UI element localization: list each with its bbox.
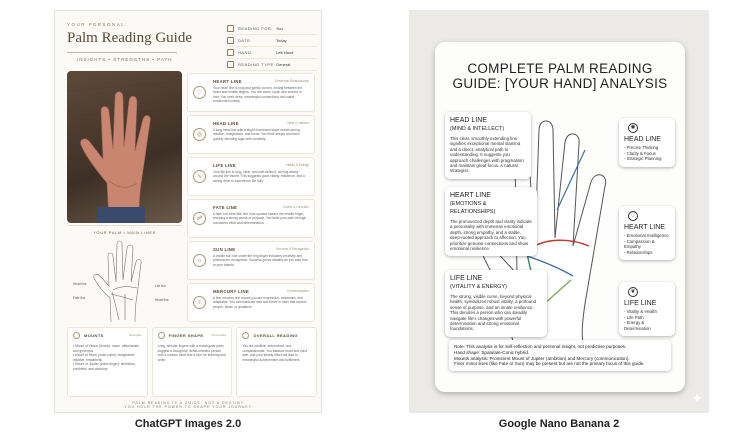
mountain-icon (73, 332, 80, 339)
info-value: Today (276, 38, 287, 43)
footer-note (55, 401, 322, 409)
card-fate-line (187, 199, 315, 238)
summary-title: OVERALL READING (253, 333, 298, 338)
leaf-icon: ❦ (628, 287, 638, 297)
card-body: Your life line is long, clear, and well-defined, curving widely around the thumb. This suggests good vitality, resilience, and a strong drive to experience life fully. (213, 170, 305, 183)
callout-title: HEAD LINE (450, 117, 487, 124)
info-label: READING FOR: (238, 26, 273, 31)
info-value: You (276, 26, 283, 31)
summary-body: Long, slender fingers with a rectangular palm suggest a thoughtful, detail-oriented person with a curious mind and a love for learning and order. (157, 344, 226, 362)
info-value: Left Hand (276, 50, 294, 55)
info-label: DATE: (238, 38, 252, 43)
sparkle-icon: ✦ (691, 390, 703, 406)
card-body: Your heart line is long and gently curved, ending between the index and middle fingers. You are warm, loyal, and sincere in love. You seek deep, meaningful connections and value emotional honesty. (213, 86, 303, 104)
analysis-sheet (435, 42, 685, 392)
summary-list: - Precise Thinking - Clarity & Focus - Strategic Planning (624, 145, 662, 162)
compass-icon: ☍ (193, 212, 206, 225)
reading-info-table (227, 23, 317, 71)
card-title: FATE LINE (213, 205, 238, 210)
callout-title: HEART LINE (450, 192, 491, 199)
disclaimer-line: Hand shape: Spatulate-Conic hybrid. (454, 349, 530, 355)
summary-tag: Personality (211, 333, 227, 337)
pulse-icon: ∿ (193, 170, 206, 183)
card-head-line (187, 115, 315, 154)
card-title: HEART LINE (213, 79, 242, 84)
sun-icon: ☼ (193, 254, 206, 267)
summary-title: MOUNTS (84, 333, 104, 338)
calendar-icon (227, 37, 234, 44)
heart-line-summary (619, 206, 675, 260)
card-heart-line (187, 73, 315, 112)
card-title: SUN LINE (213, 247, 236, 252)
map-label-fate: Fate line (73, 296, 86, 300)
info-value: General (276, 62, 291, 67)
disclaimer-line: Mounts analysis: Prominent Mount of Jupiter (ambition) and Mercury (communication). (454, 355, 630, 361)
card-tag: Success & Recognition (276, 247, 309, 251)
card-tag: Mind & Intellect (287, 121, 309, 125)
callout-subtitle: (MIND & INTELLECT) (450, 126, 505, 132)
title-divider (67, 52, 177, 53)
line-cards (187, 73, 315, 325)
card-life-line (187, 157, 315, 196)
summary-tag: Strengths (128, 333, 142, 337)
card-title: MERCURY LINE (213, 289, 250, 294)
map-label-life: Life line (155, 284, 166, 288)
caption-right: Google Nano Banana 2 (498, 418, 620, 430)
finger-icon (158, 332, 165, 339)
card-tag: Career & Direction (282, 205, 309, 209)
summary-title: FINGER SHAPE (168, 333, 204, 338)
brain-icon: ◎ (193, 128, 206, 141)
card-title: LIFE LINE (213, 163, 236, 168)
person-icon (227, 25, 234, 32)
callout-title: LIFE LINE (450, 275, 483, 282)
callout-subtitle: (EMOTIONS & RELATIONSHIPS) (450, 201, 496, 215)
card-body: A visible sun line under the ring finger indicates creativity and potential for recognition. Success grows steadily as you stay true to your talents. (213, 254, 308, 267)
guide-kicker: YOUR PERSONAL (67, 22, 126, 27)
heart-icon: ♡ (193, 86, 206, 99)
guide-title: Palm Reading Guide (67, 30, 192, 46)
overall-reading-card (236, 327, 317, 397)
caption-left: ChatGPT Images 2.0 (134, 418, 242, 430)
card-title: HEAD LINE (213, 121, 239, 126)
card-body: A faint but clear fate line runs upward toward the middle finger, showing a strong sense of purpose. You build your path through consistent effort and determination. (213, 212, 307, 225)
list-icon (227, 61, 234, 68)
card-tag: Communication (286, 289, 309, 293)
guide-subtitle: INSIGHTS • STRENGTHS • PATH (77, 57, 173, 62)
card-body: A long head line with a slight downward slope shows strong intuition, imagination, and focus. You think deeply and learn quickly, blending logic with creativity. (213, 128, 300, 141)
callout-body: The pronounced depth and clarity indicate a personality with immense emotional depth, strong empathy, and a stable, deep-rooted approach to affection. You prioritize genuine connections and show emotional resilience. (450, 219, 532, 252)
heart-icon: ♡ (628, 211, 638, 221)
card-mercury-line (187, 283, 315, 322)
palm-lines-diagram (67, 225, 182, 323)
diagram-title: YOUR PALM • MAIN LINES (93, 230, 156, 235)
life-line-summary (619, 282, 675, 336)
star-icon (242, 332, 249, 339)
disclaimer-line: Finer minor lines (like Fate or Sun) may be present but are not the primary focus of this guide. (454, 361, 645, 367)
info-row-type (227, 59, 317, 71)
head-line-summary (619, 118, 675, 167)
summary-title: LIFE LINE (624, 300, 657, 307)
footer-line-1: PALM READING IS A GUIDE, NOT A DESTINY. (132, 401, 246, 405)
summary-row (67, 327, 317, 397)
card-tag: Vitality & Energy (285, 163, 309, 167)
finger-shape-card (152, 327, 233, 397)
card-tag: Emotional Relationships (274, 79, 309, 83)
analysis-title: COMPLETE PALM READING GUIDE: [YOUR HAND] ANALYSIS (452, 61, 668, 91)
callout-body: The strong, visible curve, beyond physical health, symbolizes robust vitality, a profound sense of purpose, and an innate resilience. This denotes a person who can steadily navigate life's changes with powerful determination and strong emotional foundations. (450, 294, 537, 332)
callout-body: This clear, smoothly extending line signifies exceptional mental stamina and a direct, analytical path to understanding. It suggests you approach challenges with pragmatism and maintain great focus. A natural strategist. (450, 136, 524, 174)
hand-photo (67, 71, 182, 223)
hand-icon (227, 49, 234, 56)
summary-body: • Mount of Venus (thumb): warm, affectionate, and generous • Mount of Moon (outer palm): imaginative, intuitive, empathetic • Mount of Jupiter (index finger): ambitious, confident, and visionary (73, 344, 140, 371)
head-line-callout (445, 112, 531, 179)
life-line-callout (445, 270, 547, 337)
nano-banana-palm-panel (409, 10, 709, 413)
info-row-hand (227, 47, 317, 59)
callout-subtitle: (VITALITY & ENERGY) (450, 284, 507, 290)
mounts-card (67, 327, 148, 397)
footer-line-2: YOU HOLD THE POWER TO SHAPE YOUR JOURNEY. (124, 405, 254, 409)
summary-list: - Emotional Intelligence - Compassion & Empathy - Relationships (624, 233, 669, 255)
card-body: A fine mercury line shows you are expressive, observant, and adaptable. You communicate well and thrive in roles that involve people, ideas, or guidance. (213, 296, 307, 309)
info-label: READING TYPE: (238, 62, 276, 67)
heart-line-callout (445, 187, 537, 256)
chatgpt-palm-guide-panel (54, 10, 322, 413)
disclaimer-box (449, 340, 671, 371)
disclaimer-line: Note: This analysis is for self-reflection and personal insight, not predictive purposes. (454, 344, 627, 349)
card-sun-line (187, 241, 315, 280)
brain-icon: ✺ (628, 123, 638, 133)
summary-body: You are intuitive, determined, and compassionate. You balance heart and mind well, and your steady effort will lead to meaningful achievement and fulfillment. (242, 344, 308, 362)
info-label: HAND: (238, 50, 253, 55)
summary-title: HEART LINE (624, 224, 665, 231)
info-row-reading-for (227, 23, 317, 35)
map-label-head: Head line (73, 282, 87, 286)
mercury-icon: ☿ (193, 296, 206, 309)
summary-title: HEAD LINE (624, 136, 661, 143)
map-label-heart: Heart line (155, 298, 169, 302)
summary-list: - Vitality & Health - Life Path - Energy & Determination (624, 309, 657, 331)
info-row-date (227, 35, 317, 47)
